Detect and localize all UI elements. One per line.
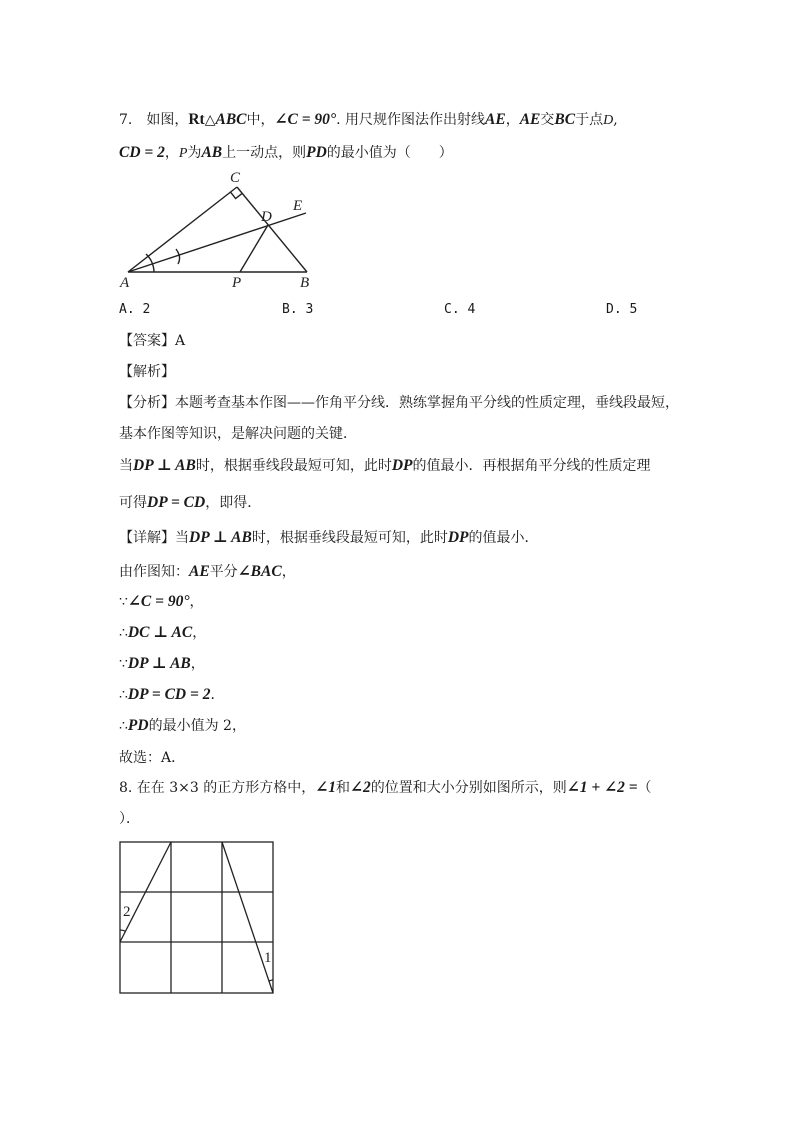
- right-angle-mark: [231, 192, 243, 198]
- q7-number: 7.: [119, 112, 133, 128]
- point-label-p: P: [232, 275, 242, 291]
- point-label-b: B: [300, 275, 310, 291]
- angle-2-arc: [120, 930, 126, 931]
- choice-d: D. 5: [606, 302, 638, 317]
- xiangjie-line-6: ∴DP = CD = 2．: [119, 686, 225, 703]
- answer: 【答案】A: [119, 333, 186, 349]
- fenxi-line-4: 可得DP = CD，即得．: [119, 494, 262, 511]
- xiangjie-line-1: 【详解】当DP ⊥ AB时，根据垂线段最短可知，此时DP的值最小．: [119, 529, 539, 546]
- fenxi-line-2: 基本作图等知识，是解决问题的关键．: [119, 426, 357, 442]
- fenxi-line-1: 【分析】本题考查基本作图——作角平分线．熟练掌握角平分线的性质定理，垂线段最短，: [119, 395, 679, 411]
- q7-line-2: CD = 2，P为AB上一动点，则PD的最小值为（ ）: [119, 144, 453, 161]
- point-label-d: D: [261, 209, 272, 225]
- diag-1: [222, 842, 273, 993]
- choice-c: C. 4: [444, 302, 476, 317]
- analysis-heading: 【解析】: [119, 364, 175, 380]
- q7-line-1: 7. 如图，Rt△ABC中，∠C = 90°. 用尺规作图法作出射线AE，AE交BC于点D,: [119, 111, 618, 128]
- xiangjie-line-3: ∵∠C = 90°，: [119, 593, 204, 610]
- xiangjie-line-2: 由作图知：AE平分∠BAC，: [119, 563, 296, 580]
- angle-label-1: 1: [264, 950, 272, 966]
- segment-dp: [240, 225, 268, 272]
- q8-line-1: 8. 在在 3×3 的正方形方格中，∠1和∠2的位置和大小分别如图所示，则∠1 + ∠2 =（: [119, 779, 652, 796]
- point-label-c: C: [230, 170, 241, 186]
- fenxi-line-3: 当DP ⊥ AB时，根据垂线段最短可知，此时DP的值最小．再根据角平分线的性质定理: [119, 457, 651, 474]
- point-label-e: E: [293, 198, 303, 214]
- angle-label-2: 2: [123, 904, 131, 920]
- q8-line-2: ）．: [119, 811, 140, 827]
- xiangjie-line-8: 故选：A．: [119, 750, 186, 766]
- q7-triangle-figure: [110, 165, 320, 295]
- q8-grid-figure: [118, 840, 276, 996]
- point-label-a: A: [120, 275, 130, 291]
- xiangjie-line-5: ∵DP ⊥ AB，: [119, 655, 205, 672]
- choice-a: A. 2: [119, 302, 151, 317]
- grid-border: [120, 842, 273, 993]
- choice-b: B. 3: [282, 302, 314, 317]
- ray-ae: [128, 213, 306, 272]
- xiangjie-line-7: ∴PD的最小值为 2，: [119, 717, 246, 734]
- xiangjie-line-4: ∴DC ⊥ AC，: [119, 624, 207, 641]
- segment-ac: [128, 187, 237, 272]
